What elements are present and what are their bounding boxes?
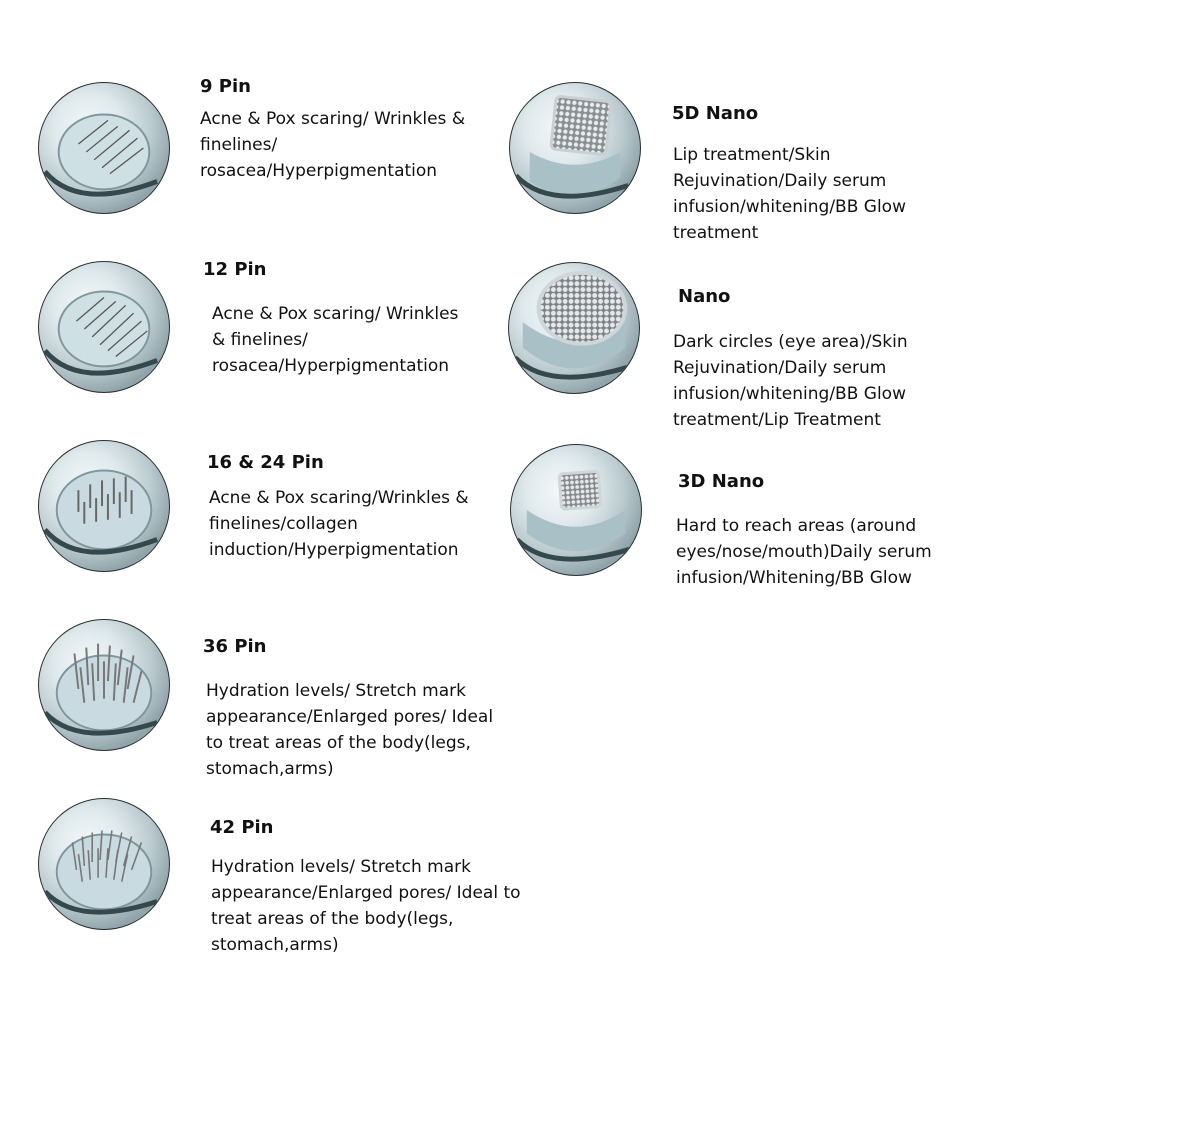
cartridge-title: 36 Pin — [203, 636, 267, 657]
cartridge-description: Acne & Pox scaring/ Wrinkles & finelines/ rosacea/Hyperpigmentation — [200, 109, 466, 181]
36-pin-cartridge-image — [38, 619, 170, 751]
cartridge-description: Hydration levels/ Stretch mark appearance/Enlarged pores/ Ideal to treat areas of the body(legs, stomach,arms) — [206, 681, 494, 779]
cartridge-description: Lip treatment/Skin Rejuvination/Daily serum infusion/whitening/BB Glow treatment — [673, 145, 906, 243]
cartridge-title: 16 & 24 Pin — [207, 452, 324, 473]
cartridge-title: 42 Pin — [210, 817, 274, 838]
cartridge-title: 9 Pin — [200, 76, 251, 97]
cartridge-title: 3D Nano — [678, 471, 765, 492]
5d-nano-cartridge-image — [509, 82, 641, 214]
16-24-pin-cartridge-image — [38, 440, 170, 572]
cartridge-description: Hydration levels/ Stretch mark appearance/Enlarged pores/ Ideal to treat areas of the body(legs, stomach,arms) — [211, 857, 521, 955]
12-pin-cartridge-image — [38, 261, 170, 393]
cartridge-description: Dark circles (eye area)/Skin Rejuvination/Daily serum infusion/whitening/BB Glow treatment/Lip Treatment — [673, 332, 908, 430]
42-pin-cartridge-image — [38, 798, 170, 930]
cartridge-title: 5D Nano — [672, 103, 759, 124]
cartridge-title: 12 Pin — [203, 259, 267, 280]
9-pin-cartridge-image — [38, 82, 170, 214]
cartridge-description: Acne & Pox scaring/Wrinkles & finelines/collagen induction/Hyperpigmentation — [209, 488, 469, 560]
cartridge-description: Hard to reach areas (around eyes/nose/mouth)Daily serum infusion/Whitening/BB Glow — [676, 516, 932, 588]
3d-nano-cartridge-image — [510, 444, 642, 576]
cartridge-description: Acne & Pox scaring/ Wrinkles & finelines/ rosacea/Hyperpigmentation — [212, 304, 459, 376]
cartridge-title: Nano — [678, 286, 731, 307]
nano-cartridge-image — [508, 262, 640, 394]
